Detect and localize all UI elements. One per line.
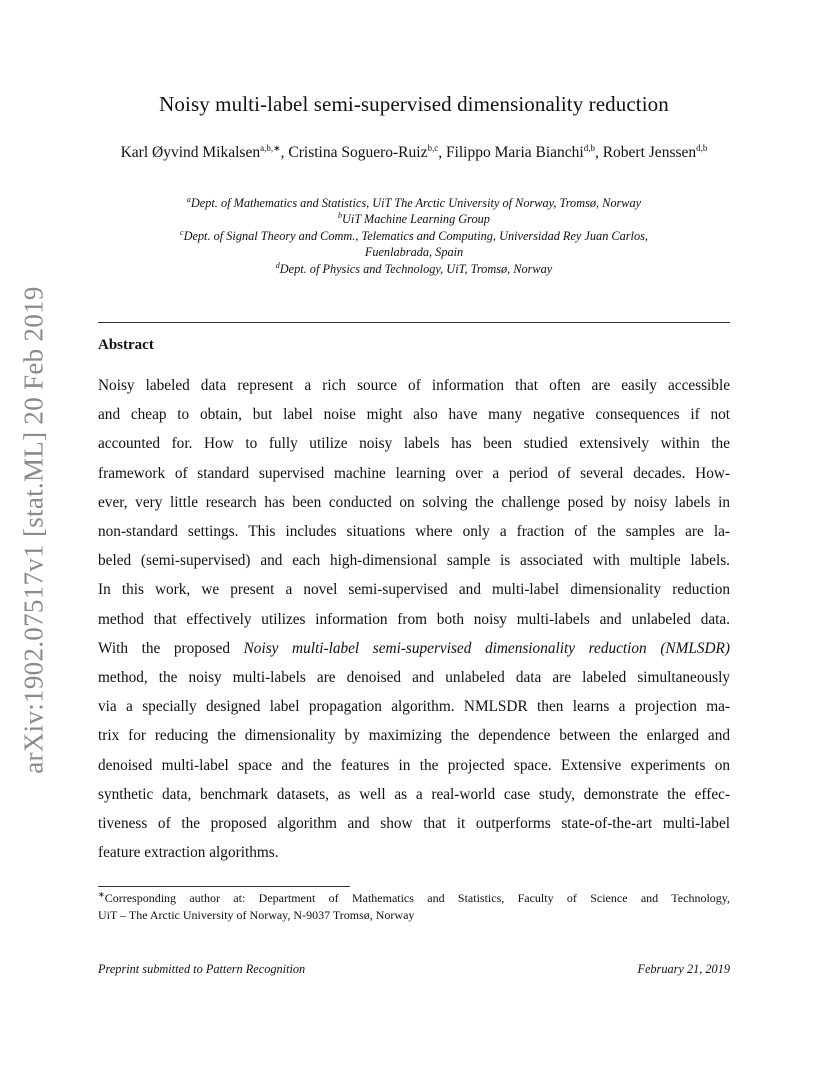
abstract-body [98, 371, 730, 867]
abstract-heading: Abstract [98, 337, 154, 353]
author-name: Filippo Maria Bianchi [445, 144, 584, 161]
footnote-marker: ∗ [98, 890, 105, 899]
method-name-italic: Noisy multi-label semi-supervised dimensionality reduction (NMLSDR) [243, 639, 730, 657]
abstract-line: framework of standard supervised machine learning over a period of several decades. How- [98, 464, 730, 482]
abstract-line: Noisy labeled data represent a rich source of information that often are easily accessible [98, 377, 730, 394]
abstract-line: ever, very little research has been conducted on solving the challenge posed by noisy labels in [98, 493, 730, 511]
abstract-line: accounted for. How to fully utilize noisy labels has been studied extensively within the [98, 435, 730, 453]
author-name: Cristina Soguero-Ruiz [288, 144, 428, 161]
affiliation-marker: c [180, 227, 184, 237]
abstract-line: tiveness of the proposed algorithm and show that it outperforms state-of-the-art multi-label [98, 815, 730, 833]
footer-date: February 21, 2019 [637, 962, 730, 976]
affiliation-marker: b [338, 211, 343, 221]
author-name: Robert Jenssen [602, 144, 697, 161]
author-separator: , [594, 144, 603, 161]
author-name: Karl Øyvind Mikalsen [120, 144, 261, 161]
abstract-line: method that effectively utilizes information from both noisy multi-labels and unlabeled data. [98, 610, 730, 628]
author-separator: , [438, 144, 446, 161]
paper-title: Noisy multi-label semi-supervised dimensionality reduction [159, 92, 669, 116]
affiliation [100, 244, 728, 260]
affiliation-list [100, 195, 728, 277]
abstract-line [98, 634, 730, 663]
author-affiliation-marker: d,b [696, 142, 708, 153]
affiliation-text: Dept. of Signal Theory and Comm., Telematics and Computing, Universidad Rey Juan Carlos, [183, 228, 648, 243]
author-affiliation-marker: d,b [583, 142, 595, 153]
abstract-line: via a specially designed label propagation algorithm. NMLSDR then learns a projection ma- [98, 698, 730, 716]
abstract-line: synthetic data, benchmark datasets, as well as a real-world case study, demonstrate the effec- [98, 785, 730, 803]
abstract-line: denoised multi-label space and the features in the projected space. Extensive experiments on [98, 756, 730, 774]
abstract-line: In this work, we present a novel semi-supervised and multi-label dimensionality reduction [98, 581, 730, 599]
abstract-line: beled (semi-supervised) and each high-dimensional sample is associated with multiple labels. [98, 552, 730, 570]
footnote-text: Corresponding author at: Department of Mathematics and Statistics, Faculty of Science and Technology, [104, 891, 730, 905]
abstract-line: method, the noisy multi-labels are denoised and unlabeled data are labeled simultaneously [98, 669, 730, 687]
affiliation [100, 228, 728, 244]
affiliation [100, 195, 728, 211]
abstract-text: With the proposed [98, 639, 244, 657]
footnote-rule [98, 886, 350, 887]
affiliation-text: Dept. of Physics and Technology, UiT, Tromsø, Norway [279, 261, 553, 276]
abstract-top-rule [98, 322, 730, 323]
abstract-line: non-standard settings. This includes situations where only a fraction of the samples are la- [98, 523, 730, 541]
affiliation-marker: a [186, 194, 191, 204]
arxiv-identifier-stamp: arXiv:1902.07517v1 [stat.ML] 20 Feb 2019 [18, 286, 49, 774]
abstract-line: trix for reducing the dimensionality by maximizing the dependence between the enlarged and [98, 727, 730, 745]
footnote-line [98, 890, 730, 907]
footnote [98, 890, 730, 924]
affiliation [100, 261, 728, 277]
author-affiliation-marker: a,b,∗ [260, 142, 281, 153]
author-separator: , [280, 144, 289, 161]
abstract-line: and cheap to obtain, but label noise might also have many negative consequences if not [98, 406, 730, 424]
affiliation-text: Dept. of Mathematics and Statistics, UiT The Arctic University of Norway, Tromsø, Norway [190, 196, 642, 210]
affiliation-text: UiT Machine Learning Group [342, 212, 490, 227]
footnote-line: UiT – The Arctic University of Norway, N-9037 Tromsø, Norway [98, 908, 415, 922]
abstract-line: feature extraction algorithms. [98, 844, 279, 862]
footer-journal-note: Preprint submitted to Pattern Recognition [98, 962, 306, 976]
author-affiliation-marker: b,c [427, 142, 439, 153]
affiliation-text: Fuenlabrada, Spain [364, 245, 464, 260]
author-list [108, 143, 720, 163]
affiliation-marker: d [275, 260, 280, 270]
affiliation [100, 211, 728, 227]
